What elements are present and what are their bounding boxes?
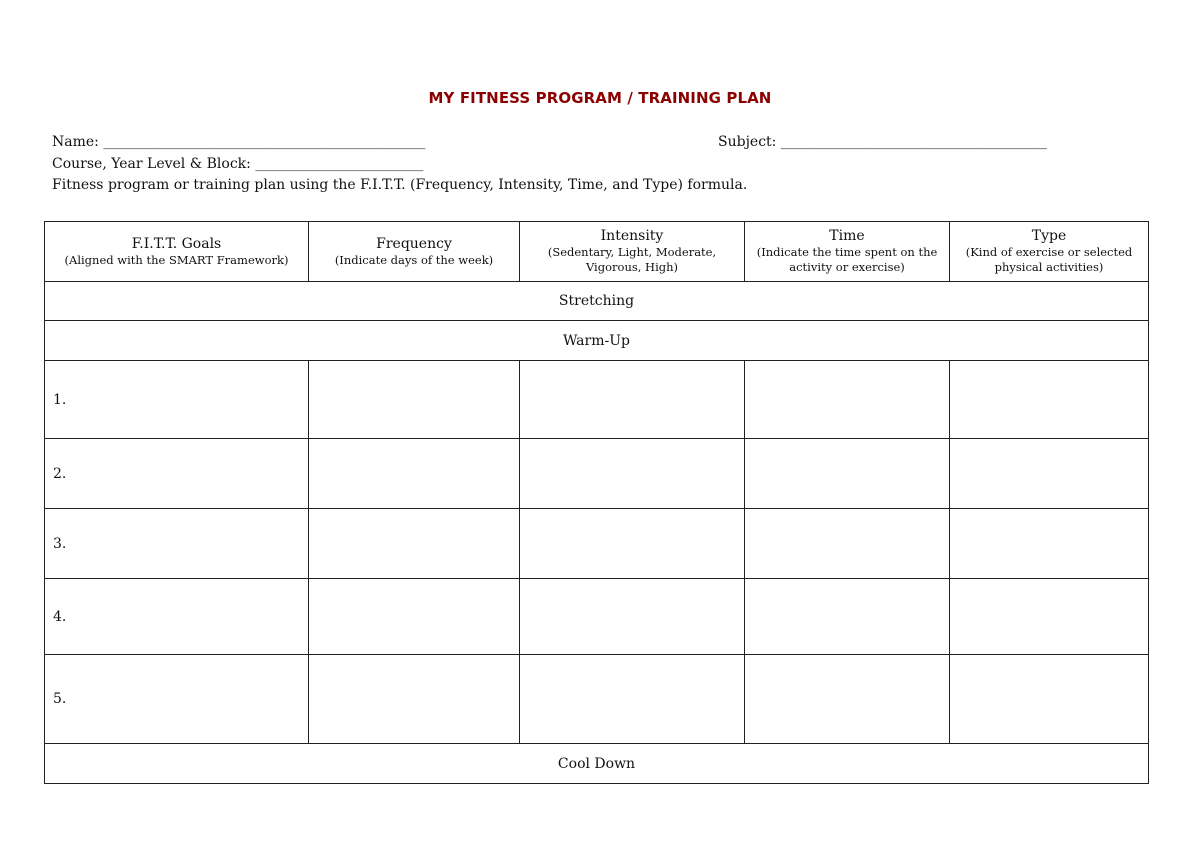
cool-down-row [45,744,1149,784]
type-cell[interactable] [950,361,1149,439]
type-cell[interactable] [950,655,1149,744]
stretching-label: Stretching [45,282,1149,321]
cool-down-label: Cool Down [45,744,1149,784]
name-field-line: Name: ______________________________________________ [52,134,426,150]
header-goals [45,222,309,282]
row-number: 3. [45,509,309,579]
fitt-description: Fitness program or training plan using the F.I.T.T. (Frequency, Intensity, Time, and Type) formula. [52,177,748,193]
time-cell[interactable] [745,655,950,744]
intensity-cell[interactable] [520,509,745,579]
type-cell[interactable] [950,579,1149,655]
header-time-title: Time [829,228,865,244]
frequency-cell[interactable] [309,509,520,579]
header-intensity [520,222,745,282]
header-goals-title: F.I.T.T. Goals [131,235,222,252]
frequency-cell[interactable] [309,439,520,509]
subject-field-line: Subject: ______________________________________ [718,134,1047,150]
frequency-cell[interactable] [309,579,520,655]
header-time [745,222,950,282]
intensity-cell[interactable] [520,579,745,655]
warm-up-label: Warm-Up [45,321,1149,361]
header-type-subtitle: (Kind of exercise or selected physical activities) [965,245,1133,274]
page-title: MY FITNESS PROGRAM / TRAINING PLAN [428,89,772,107]
frequency-cell[interactable] [309,361,520,439]
fitt-table [44,221,1149,784]
row-number: 1. [45,361,309,439]
header-intensity-title: Intensity [600,228,664,244]
table-row [45,361,1149,439]
time-cell[interactable] [745,361,950,439]
table-row [45,655,1149,744]
header-row [45,222,1149,282]
time-cell[interactable] [745,579,950,655]
header-frequency [309,222,520,282]
row-number: 2. [45,439,309,509]
header-goals-subtitle: (Aligned with the SMART Framework) [64,252,289,267]
table-row [45,509,1149,579]
header-frequency-subtitle: (Indicate days of the week) [334,252,494,267]
intensity-cell[interactable] [520,655,745,744]
intensity-cell[interactable] [520,439,745,509]
header-type-title: Type [1031,228,1067,244]
header-frequency-title: Frequency [376,235,452,252]
row-number: 4. [45,579,309,655]
intensity-cell[interactable] [520,361,745,439]
row-number: 5. [45,655,309,744]
type-cell[interactable] [950,509,1149,579]
course-field-line: Course, Year Level & Block: ________________________ [52,156,424,172]
header-type [950,222,1149,282]
table-row [45,579,1149,655]
time-cell[interactable] [745,509,950,579]
type-cell[interactable] [950,439,1149,509]
header-intensity-subtitle: (Sedentary, Light, Moderate, Vigorous, High) [547,245,717,274]
time-cell[interactable] [745,439,950,509]
warm-up-row [45,321,1149,361]
table-row [45,439,1149,509]
stretching-row [45,282,1149,321]
frequency-cell[interactable] [309,655,520,744]
header-time-subtitle: (Indicate the time spent on the activity or exercise) [756,245,938,274]
